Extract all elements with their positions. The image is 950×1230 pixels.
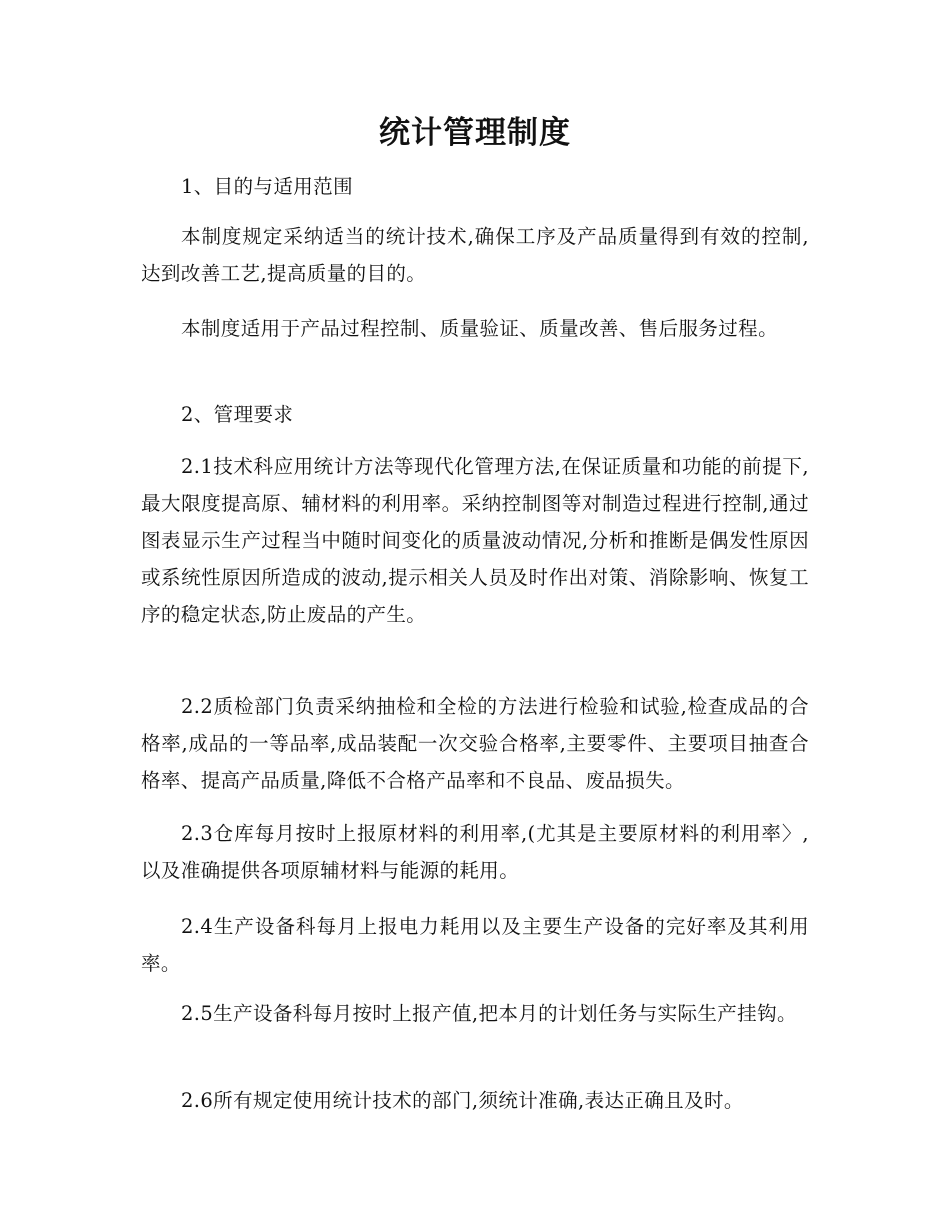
document-title: 统计管理制度: [379, 115, 571, 151]
paragraph-purpose: 本制度规定采纳适当的统计技术,确保工序及产品质量得到有效的控制,达到改善工艺,提高质量的目的。: [141, 225, 809, 285]
paragraph-2-2: 2.2质检部门负责采纳抽检和全检的方法进行检验和试验,检查成品的合格率,成品的一等品率,成品装配一次交验合格率,主要零件、主要项目抽查合格率、提高产品质量,降低不合格产品率和不良品、废品损失。: [141, 695, 809, 792]
paragraph-2-1: 2.1技术科应用统计方法等现代化管理方法,在保证质量和功能的前提下,最大限度提高原、辅材料的利用率。采纳控制图等对制造过程进行控制,通过图表显示生产过程当中随时间变化的质量波动情况,分析和推断是偶发性原因或系统性原因所造成的波动,提示相关人员及时作出对策、消除影响、恢复工序的稳定状态,防止废品的产生。: [141, 455, 809, 626]
section-heading-2: 2、管理要求: [180, 403, 294, 426]
paragraph-scope: 本制度适用于产品过程控制、质量验证、质量改善、售后服务过程。: [180, 317, 778, 340]
paragraph-2-4: 2.4生产设备科每月上报电力耗用以及主要生产设备的完好率及其利用率。: [141, 915, 809, 975]
paragraph-2-5: 2.5生产设备科每月按时上报产值,把本月的计划任务与实际生产挂钩。: [180, 1002, 797, 1025]
section-heading-1: 1、目的与适用范围: [180, 175, 353, 198]
paragraph-2-3: 2.3仓库每月按时上报原材料的利用率,(尤其是主要原材料的利用率〉,以及准确提供各项原辅材料与能源的耗用。: [141, 822, 809, 882]
document-page: [141, 108, 809, 1112]
paragraph-2-6: 2.6所有规定使用统计技术的部门,须统计准确,表达正确且及时。: [180, 1089, 744, 1112]
